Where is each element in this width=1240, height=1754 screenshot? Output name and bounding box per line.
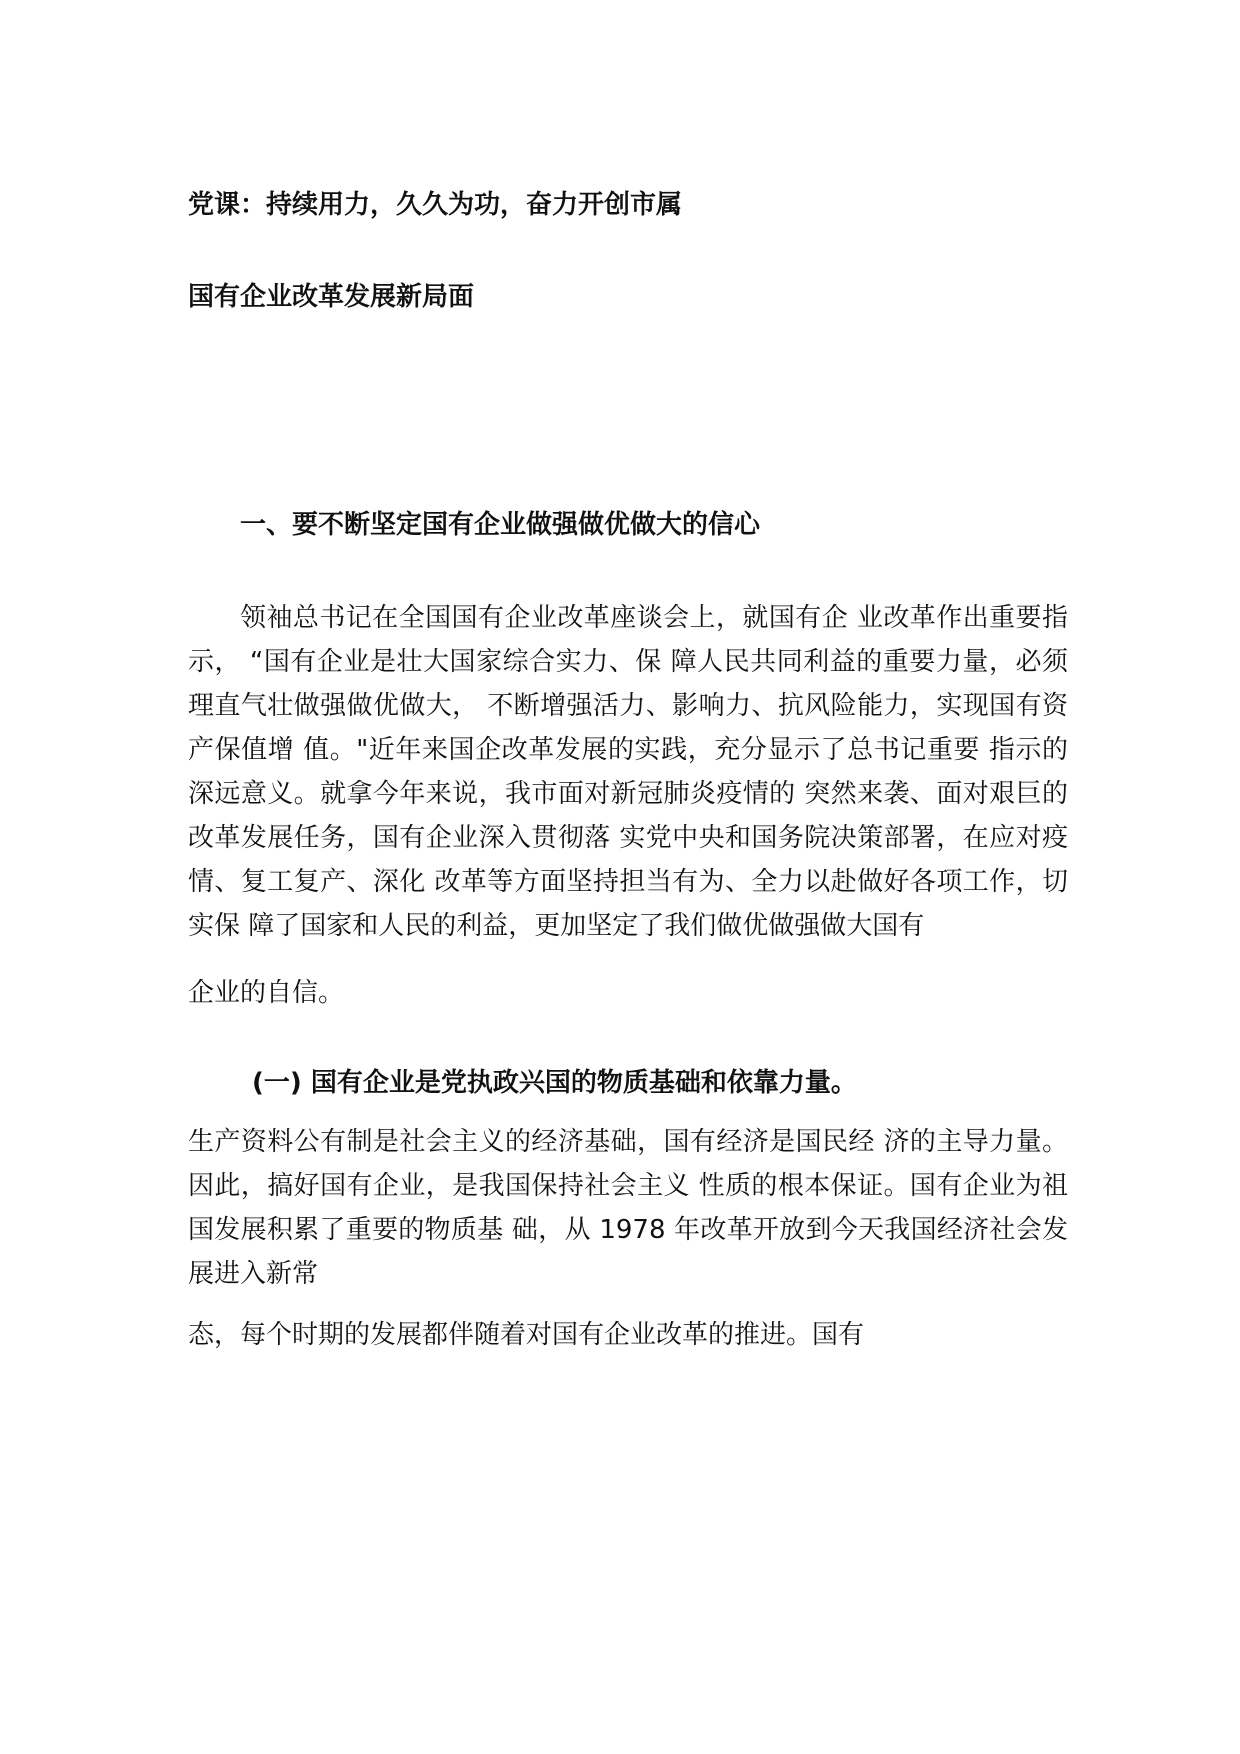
paragraph-2: 生产资料公有制是社会主义的经济基础，国有经济是国民经 济的主导力量。因此，搞好国有企业，是我国保持社会主义 性质的根本保证。国有企业为祖国发展积累了重要的物质基 础，从 1978 年改革开放到今天我国经济社会发展进入新常 <box>188 1127 1069 1289</box>
document-title-line-2: 国有企业改革发展新局面 <box>188 282 475 312</box>
section-heading: 一、要不断坚定国有企业做强做优做大的信心 <box>240 510 761 540</box>
paragraph-2-end: 态，每个时期的发展都伴随着对国有企业改革的推进。国有 <box>188 1320 865 1350</box>
document-title-line-1: 党课：持续用力，久久为功，奋力开创市属 <box>188 190 683 220</box>
paragraph-1: 领袖总书记在全国国有企业改革座谈会上，就国有企 业改革作出重要指示， “国有企业是壮大国家综合实力、保 障人民共同利益的重要力量，必须理直气壮做强做优做大， 不断增强活力、影响力、抗风险能力，实现国有资产保值增 值。"近年来国企改革发展的实践，充分显示了总书记重要 指示的深远意义。就拿今年来说，我市面对新冠肺炎疫情的 突然来袭、面对艰巨的改革发展任务，国有企业深入贯彻落 实党中央和国务院决策部署，在应对疫情、复工复产、深化 改革等方面坚持担当有为、全力以赴做好各项工作，切实保 障了国家和人民的利益，更加坚定了我们做优做强做大国有 <box>188 603 1069 941</box>
subsection-heading: (一) 国有企业是党执政兴国的物质基础和依靠力量。 <box>252 1068 857 1098</box>
paragraph-1-end: 企业的自信。 <box>188 978 345 1008</box>
